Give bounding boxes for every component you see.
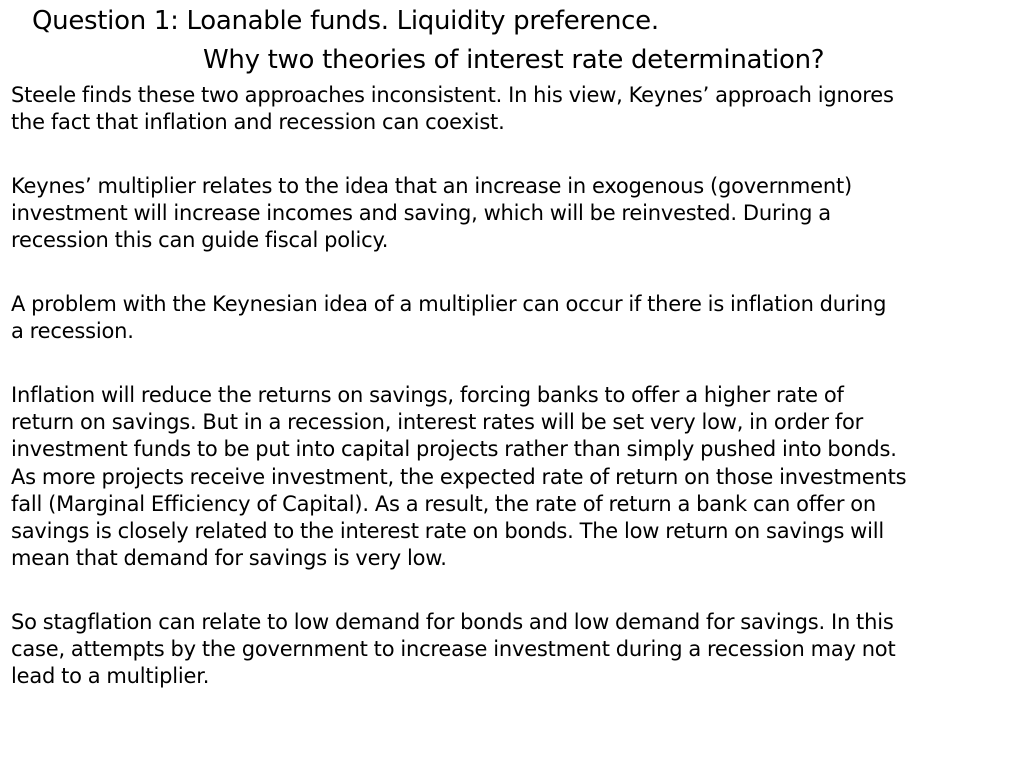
slide-title-line-1: Question 1: Loanable funds. Liquidity preference.: [32, 6, 659, 36]
paragraph-multiplier-problem: A problem with the Keynesian idea of a multiplier can occur if there is inflation during a recession.: [11, 292, 887, 344]
paragraph-stagflation: So stagflation can relate to low demand for bonds and low demand for savings. In this case, attempts by the government to increase investment during a recession may not lead to a multiplier.: [11, 609, 896, 689]
paragraph-spacer: [11, 136, 1017, 173]
paragraph-spacer: [11, 345, 1017, 382]
paragraph-keynes-multiplier: Keynes’ multiplier relates to the idea that an increase in exogenous (government) investment will increase incomes and saving, which will be reinvested. During a recession this can guide fiscal policy.: [11, 173, 852, 253]
paragraph-spacer: [11, 572, 1017, 609]
paragraph-spacer: [11, 255, 1017, 292]
paragraph-steele-inconsistency: Steele finds these two approaches inconsistent. In his view, Keynes’ approach ignores the fact that inflation and recession can coexist.: [11, 83, 894, 135]
slide-body: [11, 82, 1017, 690]
paragraph-inflation-savings: Inflation will reduce the returns on savings, forcing banks to offer a higher rate of return on savings. But in a recession, interest rates will be set very low, in order for investment funds to be put into capital projects rather than simply pushed into bonds. As more projects receive investment, the expected rate of return on those investments fall (Marginal Efficiency of Capital). As a result, the rate of return a bank can offer on savings is closely related to the interest rate on bonds. The low return on savings will mean that demand for savings is very low.: [11, 382, 907, 571]
slide-title-line-2: Why two theories of interest rate determination?: [203, 45, 825, 75]
